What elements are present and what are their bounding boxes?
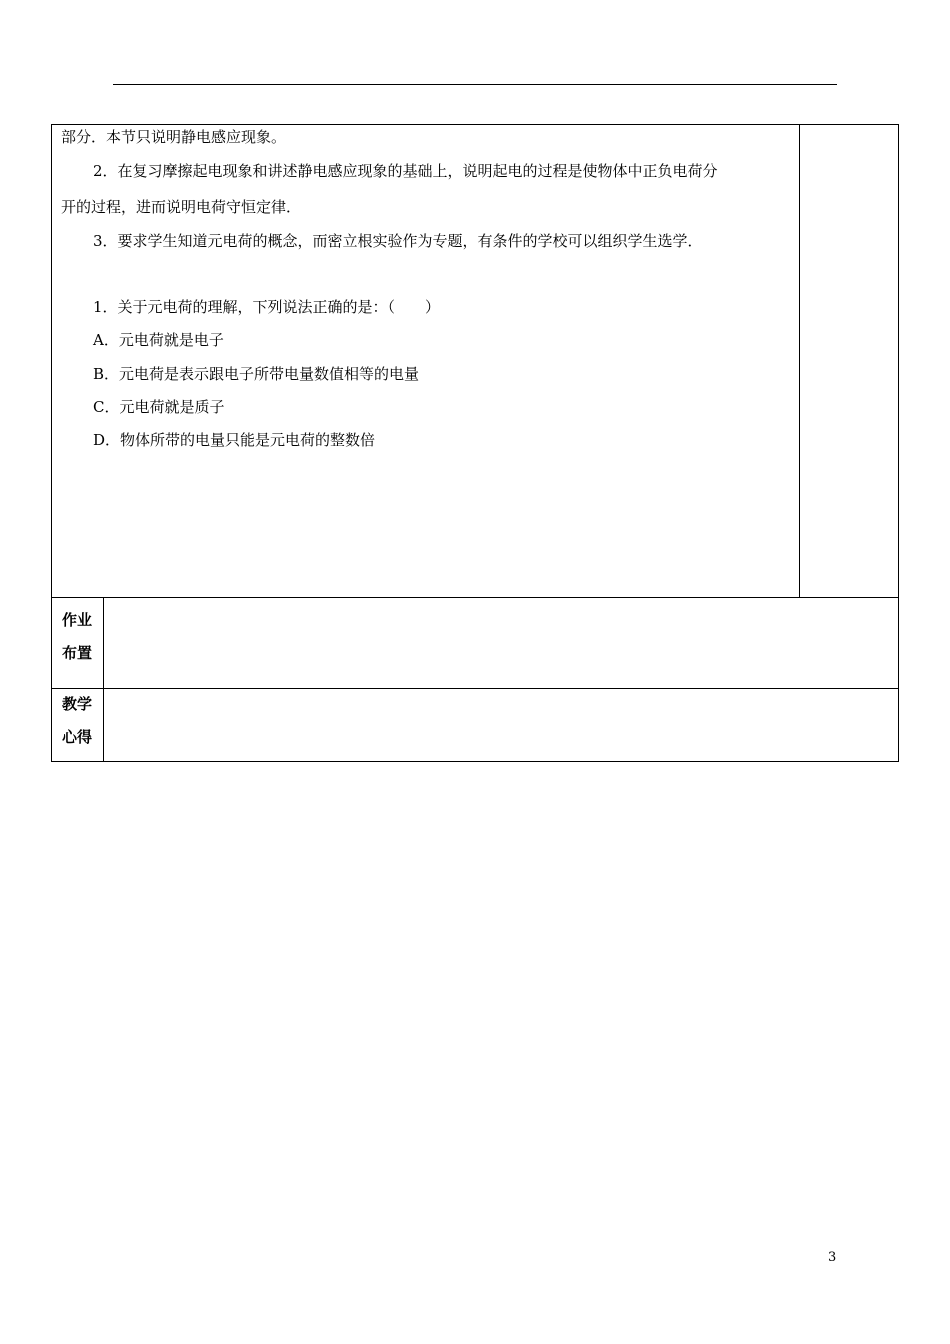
lesson-line-1: 部分．本节只说明静电感应现象。 (61, 128, 287, 146)
homework-label-line2: 布置 (62, 644, 93, 662)
page-number: 3 (828, 1250, 837, 1265)
reflection-label-line1: 教学 (62, 695, 93, 713)
lesson-side-column (799, 124, 800, 598)
homework-row (51, 597, 899, 689)
reflection-label-line2: 心得 (62, 728, 93, 746)
homework-label-line1: 作业 (62, 611, 93, 629)
option-b: B．元电荷是表示跟电子所带电量数值相等的电量 (93, 365, 420, 383)
homework-label-cell (52, 598, 104, 688)
reflection-label-cell (52, 689, 104, 761)
lesson-line-4: 3．要求学生知道元电荷的概念，而密立根实验作为专题，有条件的学校可以组织学生选学． (93, 232, 703, 250)
lesson-line-2: 2．在复习摩擦起电现象和讲述静电感应现象的基础上，说明起电的过程是使物体中正负电荷分 (93, 162, 718, 180)
option-d: D．物体所带的电量只能是元电荷的整数倍 (93, 431, 376, 449)
reflection-row (51, 688, 899, 762)
option-c: C．元电荷就是质子 (93, 398, 225, 416)
header-rule (113, 84, 837, 85)
question-text: 1．关于元电荷的理解，下列说法正确的是：（ ） (93, 298, 441, 316)
option-a: A．元电荷就是电子 (93, 331, 224, 349)
lesson-content-cell (51, 124, 899, 598)
lesson-line-3: 开的过程，进而说明电荷守恒定律． (61, 198, 302, 216)
